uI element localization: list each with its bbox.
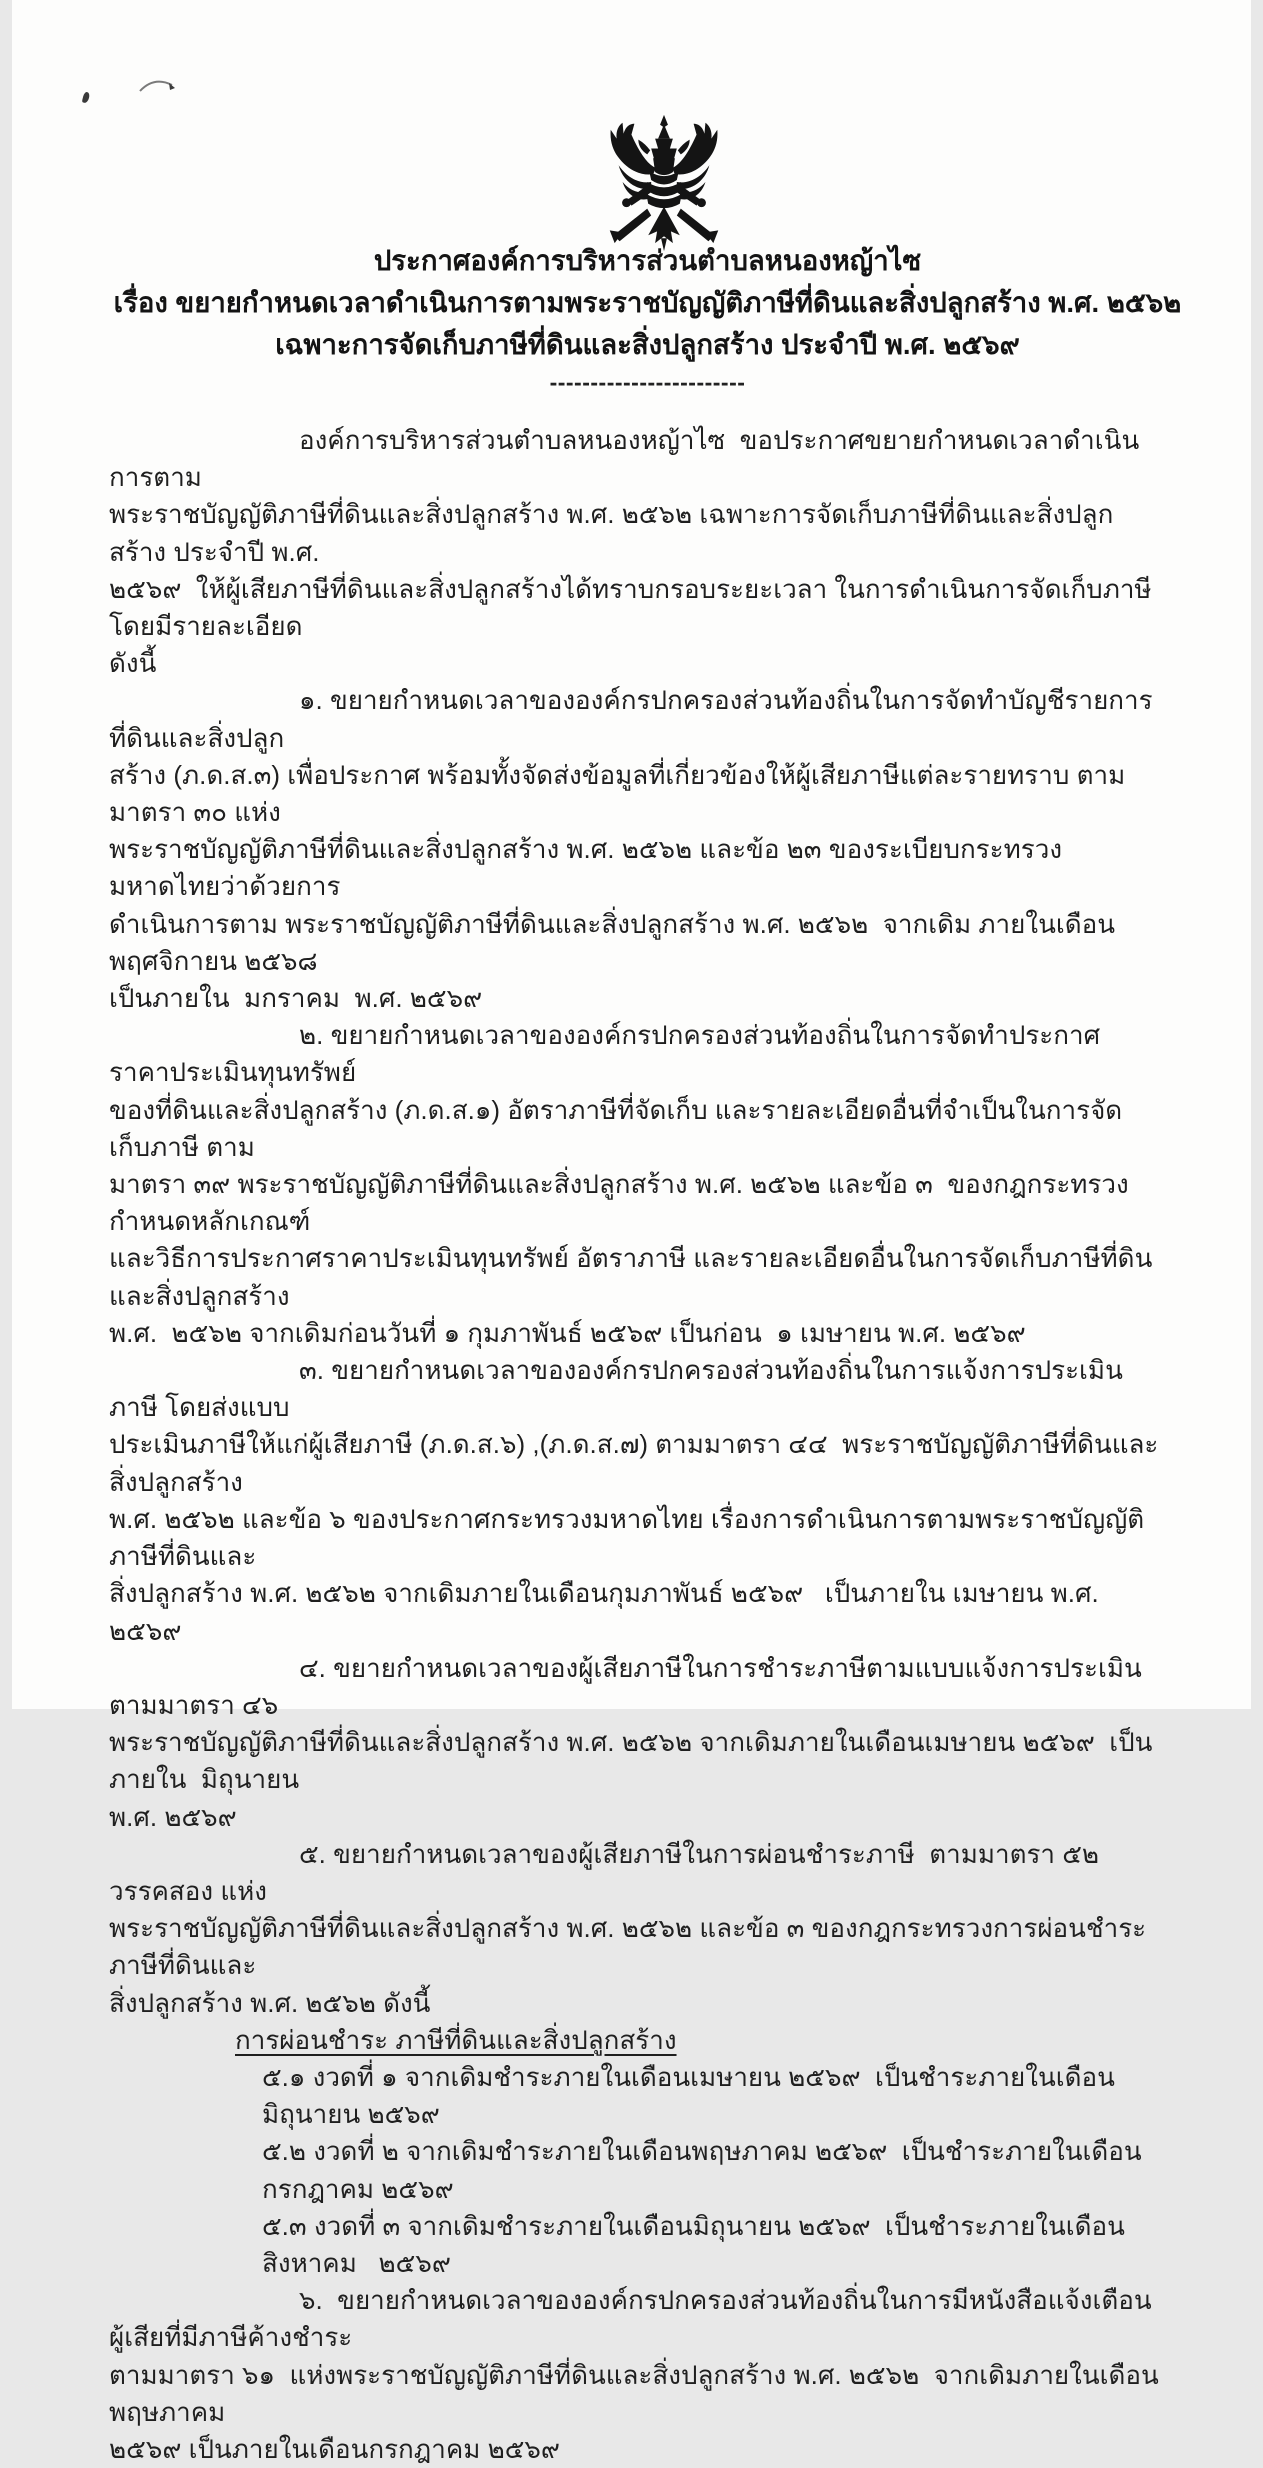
- body-line-item-3: ๓. ขยายกำหนดเวลาขององค์กรปกครองส่วนท้องถิ่นในการแจ้งการประเมินภาษี โดยส่งแบบ: [109, 1355, 1123, 1423]
- announcement-title: ประกาศองค์การบริหารส่วนตำบลหนองหญ้าไซ: [373, 245, 922, 276]
- body-line: พ.ศ. ๒๕๖๒ และข้อ ๖ ของประกาศกระทรวงมหาดไทย เรื่องการดำเนินการตามพระราชบัญญัติภาษีที่ดินและ: [109, 1503, 1145, 1572]
- body-line: ตามมาตรา ๖๑ แห่งพระราชบัญญัติภาษีที่ดินและสิ่งปลูกสร้าง พ.ศ. ๒๕๖๒ จากเดิมภายในเดือน พฤษภาคม: [109, 2359, 1174, 2427]
- body-line: พระราชบัญญัติภาษีที่ดินและสิ่งปลูกสร้าง พ.ศ. ๒๕๖๒ เฉพาะการจัดเก็บภาษีที่ดินและสิ่งปลูกสร้าง ประจำปี พ.ศ.: [109, 499, 1114, 567]
- body-line: ดำเนินการตาม พระราชบัญญัติภาษีที่ดินและสิ่งปลูกสร้าง พ.ศ. ๒๕๖๒ จากเดิม ภายในเดือนพฤศจิกายน ๒๕๖๘: [109, 908, 1116, 976]
- document-header: [28, 240, 1263, 398]
- body-line: พ.ศ. ๒๕๖๙: [109, 1801, 237, 1832]
- body-line-item-4: ๔. ขยายกำหนดเวลาของผู้เสียภาษีในการชำระภาษีตามแบบแจ้งการประเมิน ตามมาตรา ๔๖: [109, 1652, 1149, 1720]
- garuda-emblem-icon: [590, 111, 738, 253]
- body-line-item-5-1: ๕.๑ งวดที่ ๑ จากเดิมชำระภายในเดือนเมษายน ๒๕๖๙ เป็นชำระภายในเดือน มิถุนายน ๒๕๖๙: [262, 2061, 1123, 2130]
- body-line-item-5-2: ๕.๒ งวดที่ ๒ จากเดิมชำระภายในเดือนพฤษภาคม ๒๕๖๙ เป็นชำระภายในเดือนกรกฎาคม ๒๕๖๙: [262, 2136, 1142, 2204]
- body-line: พระราชบัญญัติภาษีที่ดินและสิ่งปลูกสร้าง พ.ศ. ๒๕๖๒ และข้อ ๒๓ ของระเบียบกระทรวงมหาดไทยว่าด้วยการ: [109, 834, 1063, 902]
- body-line: พระราชบัญญัติภาษีที่ดินและสิ่งปลูกสร้าง พ.ศ. ๒๕๖๒ จากเดิมภายในเดือนเมษายน ๒๕๖๙ เป็นภายใน มิถุนายน: [109, 1727, 1153, 1795]
- body-line-item-5-3: ๕.๓ งวดที่ ๓ จากเดิมชำระภายในเดือนมิถุนายน ๒๕๖๙ เป็นชำระภายในเดือนสิงหาคม ๒๕๖๙: [262, 2210, 1125, 2278]
- body-line: เป็นภายใน มกราคม พ.ศ. ๒๕๖๙: [109, 983, 483, 1014]
- body-line: มาตรา ๓๙ พระราชบัญญัติภาษีที่ดินและสิ่งปลูกสร้าง พ.ศ. ๒๕๖๒ และข้อ ๓ ของกฎกระทรวงกำหนดหลักเกณฑ์: [109, 1169, 1129, 1237]
- body-line: ดังนี้: [109, 648, 157, 679]
- body-line: ๒๕๖๙ เป็นภายในเดือนกรกฎาคม ๒๕๖๙: [109, 2433, 560, 2464]
- body-line: พ.ศ. ๒๕๖๒ จากเดิมก่อนวันที่ ๑ กุมภาพันธ์ ๒๕๖๙ เป็นก่อน ๑ เมษายน พ.ศ. ๒๕๖๙: [109, 1317, 1026, 1348]
- body-line: ๒๕๖๙ ให้ผู้เสียภาษีที่ดินและสิ่งปลูกสร้างได้ทราบกรอบระยะเวลา ในการดำเนินการจัดเก็บภาษี โดยมีรายละเอียด: [109, 573, 1159, 642]
- installment-section-heading: การผ่อนชำระ ภาษีที่ดินและสิ่งปลูกสร้าง: [235, 2024, 677, 2055]
- announcement-subject: เรื่อง ขยายกำหนดเวลาดำเนินการตามพระราชบัญญัติภาษีที่ดินและสิ่งปลูกสร้าง พ.ศ. ๒๕๖๒: [113, 287, 1182, 318]
- body-line: สร้าง (ภ.ด.ส.๓) เพื่อประกาศ พร้อมทั้งจัดส่งข้อมูลที่เกี่ยวข้องให้ผู้เสียภาษีแต่ละรายทราบ ตามมาตรา ๓๐ แห่ง: [109, 759, 1126, 828]
- body-line: องค์การบริหารส่วนตำบลหนองหญ้าไซ ขอประกาศขยายกำหนดเวลาดำเนินการตาม: [109, 425, 1140, 493]
- document-body: [109, 422, 1174, 2468]
- body-line-item-2: ๒. ขยายกำหนดเวลาขององค์กรปกครองส่วนท้องถิ่นในการจัดทำประกาศราคาประเมินทุนทรัพย์: [109, 1020, 1101, 1088]
- scanned-document-page: [12, 0, 1251, 2464]
- body-line: สิ่งปลูกสร้าง พ.ศ. ๒๕๖๒ จากเดิมภายในเดือนกุมภาพันธ์ ๒๕๖๙ เป็นภายใน เมษายน พ.ศ. ๒๕๖๙: [109, 1578, 1106, 1646]
- body-line: ของที่ดินและสิ่งปลูกสร้าง (ภ.ด.ส.๑) อัตราภาษีที่จัดเก็บ และรายละเอียดอื่นที่จำเป็นในการจัดเก็บภาษี ตาม: [109, 1094, 1123, 1162]
- announcement-subject-2: เฉพาะการจัดเก็บภาษีที่ดินและสิ่งปลูกสร้าง ประจำปี พ.ศ. ๒๕๖๙: [275, 329, 1020, 360]
- body-line: สิ่งปลูกสร้าง พ.ศ. ๒๕๖๒ ดังนี้: [109, 1987, 431, 2018]
- body-line: และวิธีการประกาศราคาประเมินทุนทรัพย์ อัตราภาษี และรายละเอียดอื่นในการจัดเก็บภาษีที่ดินและสิ่งปลูกสร้าง: [109, 1243, 1153, 1311]
- scan-artifact-mark: [82, 91, 90, 103]
- body-line-item-6: ๖. ขยายกำหนดเวลาขององค์กรปกครองส่วนท้องถิ่นในการมีหนังสือแจ้งเตือนผู้เสียที่มีภาษีค้างชำระ: [109, 2285, 1152, 2353]
- body-line: พระราชบัญญัติภาษีที่ดินและสิ่งปลูกสร้าง พ.ศ. ๒๕๖๒ และข้อ ๓ ของกฎกระทรวงการผ่อนชำระภาษีที่ดินและ: [109, 1913, 1147, 1981]
- dashed-separator: ------------------------: [549, 369, 746, 395]
- scan-artifact-curl: [138, 76, 180, 98]
- body-line: ประเมินภาษีให้แก่ผู้เสียภาษี (ภ.ด.ส.๖) ,(ภ.ด.ส.๗) ตามมาตรา ๔๔ พระราชบัญญัติภาษีที่ดินและสิ่งปลูกสร้าง: [109, 1429, 1159, 1497]
- body-line-item-1: ๑. ขยายกำหนดเวลาขององค์กรปกครองส่วนท้องถิ่นในการจัดทำบัญชีรายการที่ดินและสิ่งปลูก: [109, 685, 1153, 753]
- body-line-item-5: ๕. ขยายกำหนดเวลาของผู้เสียภาษีในการผ่อนชำระภาษี ตามมาตรา ๕๒ วรรคสอง แห่ง: [109, 1838, 1107, 1906]
